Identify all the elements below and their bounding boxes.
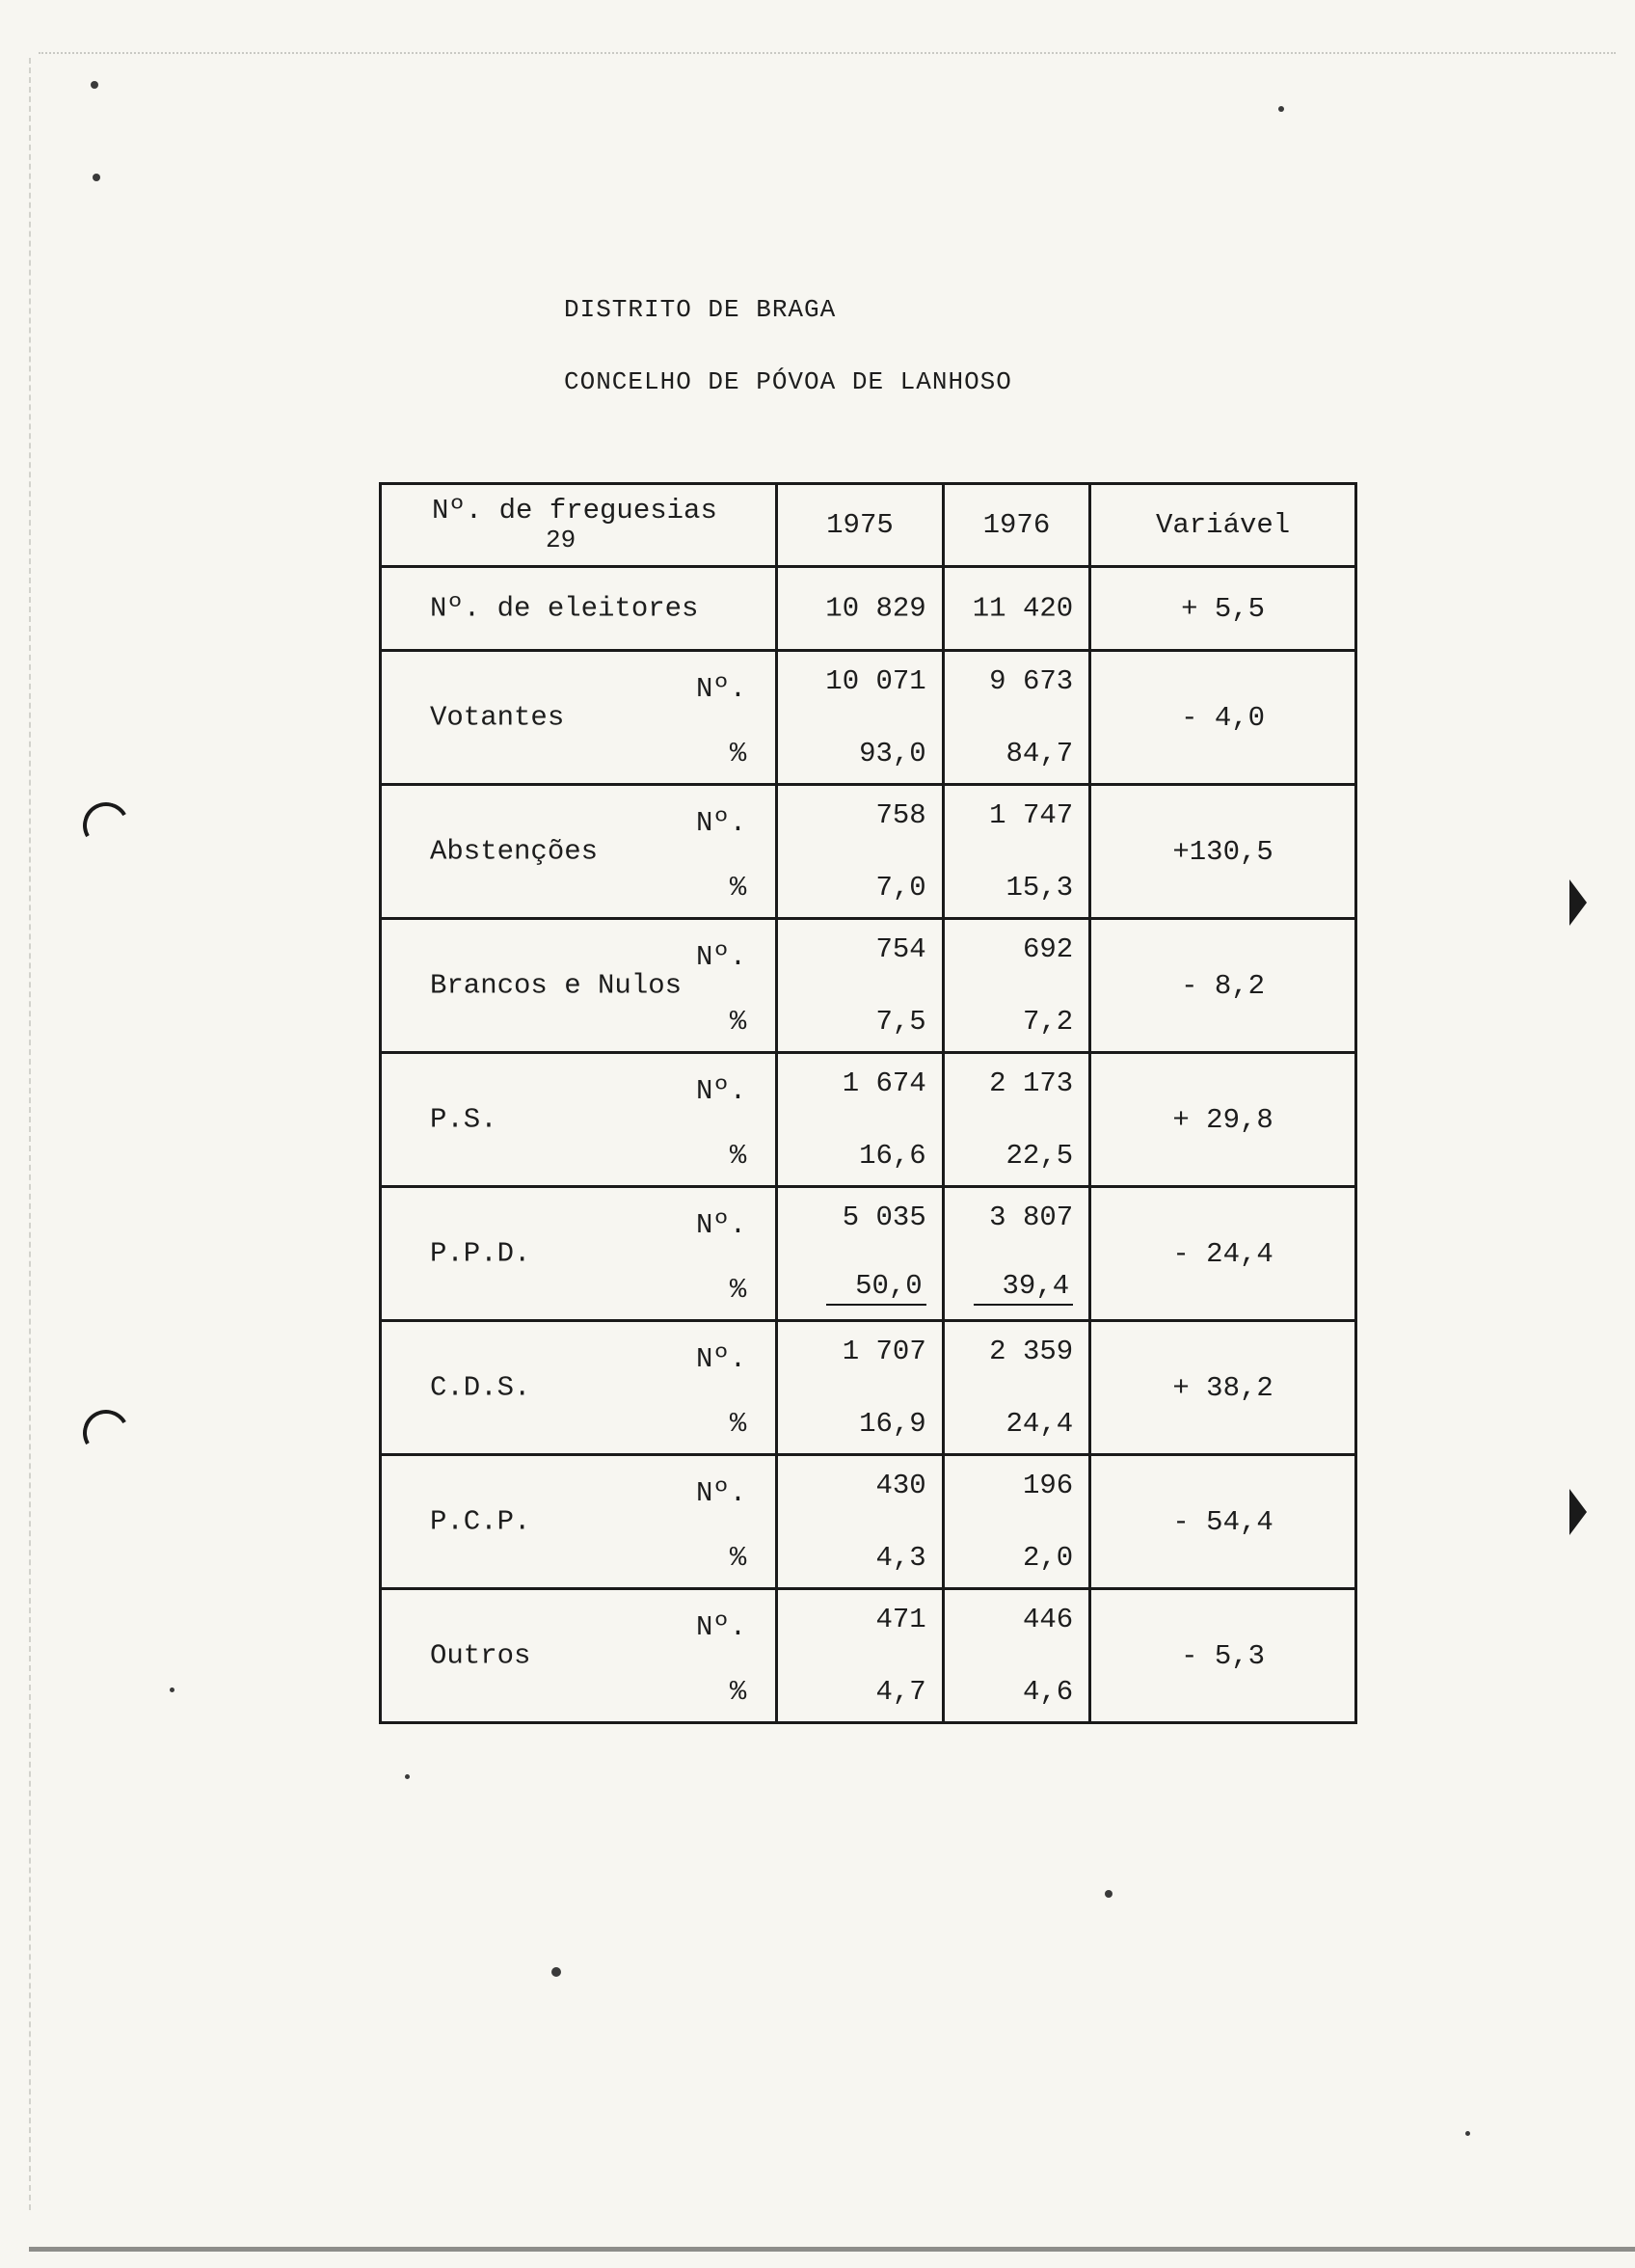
variavel-value: - 8,2: [1181, 969, 1266, 1002]
percent-1975: 93,0: [859, 738, 926, 770]
percent-marker: %: [729, 1676, 747, 1708]
speck: [405, 1774, 410, 1779]
count-marker: Nº.: [696, 1209, 747, 1241]
percent-1976: 22,5: [1005, 1140, 1074, 1172]
percent-1975: 4,7: [875, 1676, 926, 1708]
punch-hole-mark: [78, 797, 135, 854]
eleitores-label-cell: [381, 567, 777, 651]
year-1975-header: 1975: [777, 484, 944, 567]
table-row: [381, 1053, 1356, 1187]
speck: [1465, 2131, 1470, 2136]
speck: [1278, 106, 1284, 112]
percent-1976: 15,3: [1005, 872, 1074, 904]
row-label: Outros: [430, 1639, 531, 1672]
table-row: [381, 1589, 1356, 1723]
row-label: Votantes: [430, 701, 565, 734]
percent-1975: 7,5: [875, 1006, 926, 1038]
percent-marker: %: [729, 872, 747, 904]
variavel-header: Variável: [1090, 484, 1356, 567]
count-1975: 754: [875, 933, 926, 965]
percent-1976: 84,7: [1005, 738, 1074, 770]
row-label: P.S.: [430, 1103, 497, 1136]
speck: [170, 1688, 174, 1692]
percent-1976: 39,4: [974, 1270, 1074, 1306]
percent-1975: 7,0: [875, 872, 926, 904]
count-1976: 2 359: [989, 1336, 1074, 1367]
variavel-value: +130,5: [1172, 835, 1273, 868]
count-1976: 446: [1022, 1604, 1074, 1635]
freguesias-count: 29: [546, 526, 576, 554]
percent-1975: 16,6: [859, 1140, 926, 1172]
speck: [93, 174, 100, 181]
count-1976: 692: [1022, 933, 1074, 965]
variavel-value: - 5,3: [1181, 1639, 1266, 1672]
count-1976: 196: [1022, 1470, 1074, 1501]
percent-1975: 50,0: [826, 1270, 926, 1306]
district-heading: DISTRITO DE BRAGA: [564, 295, 837, 324]
freguesias-cell: [381, 484, 777, 567]
count-1975: 5 035: [842, 1202, 926, 1233]
table-row: [381, 1455, 1356, 1589]
count-marker: Nº.: [696, 807, 747, 839]
table-row: [381, 1321, 1356, 1455]
variavel-value: - 54,4: [1172, 1505, 1273, 1538]
count-1975: 1 674: [842, 1067, 926, 1099]
variavel-value: - 4,0: [1181, 701, 1266, 734]
count-1976: 9 673: [989, 665, 1074, 697]
count-1975: 10 071: [825, 665, 926, 697]
eleitores-row: [381, 567, 1356, 651]
election-results-table: [379, 482, 1357, 1724]
count-marker: Nº.: [696, 673, 747, 705]
count-1976: 2 173: [989, 1067, 1074, 1099]
count-marker: Nº.: [696, 941, 747, 973]
count-1976: 1 747: [989, 799, 1074, 831]
percent-1976: 4,6: [1022, 1676, 1074, 1708]
count-marker: Nº.: [696, 1343, 747, 1375]
page-top-edge: [39, 52, 1616, 54]
percent-marker: %: [729, 1408, 747, 1440]
table-row: [381, 651, 1356, 785]
table-row: [381, 785, 1356, 919]
count-1975: 758: [875, 799, 926, 831]
row-label: C.D.S.: [430, 1371, 531, 1404]
eleitores-1976: 11 420: [972, 592, 1074, 625]
variavel-value: + 29,8: [1172, 1103, 1273, 1136]
percent-marker: %: [729, 738, 747, 770]
freguesias-label: Nº. de freguesias: [432, 495, 717, 526]
row-label: P.C.P.: [430, 1505, 531, 1538]
table-row: [381, 1187, 1356, 1321]
variavel-value: - 24,4: [1172, 1237, 1273, 1270]
percent-1976: 24,4: [1005, 1408, 1074, 1440]
year-1976-header: 1976: [943, 484, 1089, 567]
eleitores-label: Nº. de eleitores: [430, 592, 699, 625]
count-marker: Nº.: [696, 1477, 747, 1509]
binder-clip-mark: [1569, 1489, 1587, 1535]
page-left-edge: [29, 58, 31, 2210]
percent-marker: %: [729, 1140, 747, 1172]
percent-1975: 16,9: [859, 1408, 926, 1440]
count-1975: 471: [875, 1604, 926, 1635]
percent-marker: %: [729, 1006, 747, 1038]
page-bottom-edge: [29, 2247, 1635, 2252]
count-marker: Nº.: [696, 1075, 747, 1107]
count-1975: 430: [875, 1470, 926, 1501]
speck: [551, 1967, 561, 1977]
percent-1975: 4,3: [875, 1542, 926, 1574]
eleitores-variavel: + 5,5: [1181, 592, 1266, 625]
percent-1976: 2,0: [1022, 1542, 1074, 1574]
eleitores-1975: 10 829: [825, 592, 926, 625]
row-label: P.P.D.: [430, 1237, 531, 1270]
count-1975: 1 707: [842, 1336, 926, 1367]
percent-marker: %: [729, 1542, 747, 1574]
municipality-heading: CONCELHO DE PÓVOA DE LANHOSO: [564, 367, 1012, 396]
count-marker: Nº.: [696, 1611, 747, 1643]
row-label: Brancos e Nulos: [430, 969, 683, 1002]
percent-marker: %: [729, 1274, 747, 1306]
punch-hole-mark: [78, 1405, 135, 1462]
count-1976: 3 807: [989, 1202, 1074, 1233]
table-row: [381, 919, 1356, 1053]
binder-clip-mark: [1569, 879, 1587, 926]
speck: [1105, 1890, 1112, 1898]
table-header-row: [381, 484, 1356, 567]
row-label: Abstenções: [430, 835, 599, 868]
speck: [91, 81, 98, 89]
percent-1976: 7,2: [1022, 1006, 1074, 1038]
variavel-value: + 38,2: [1172, 1371, 1273, 1404]
